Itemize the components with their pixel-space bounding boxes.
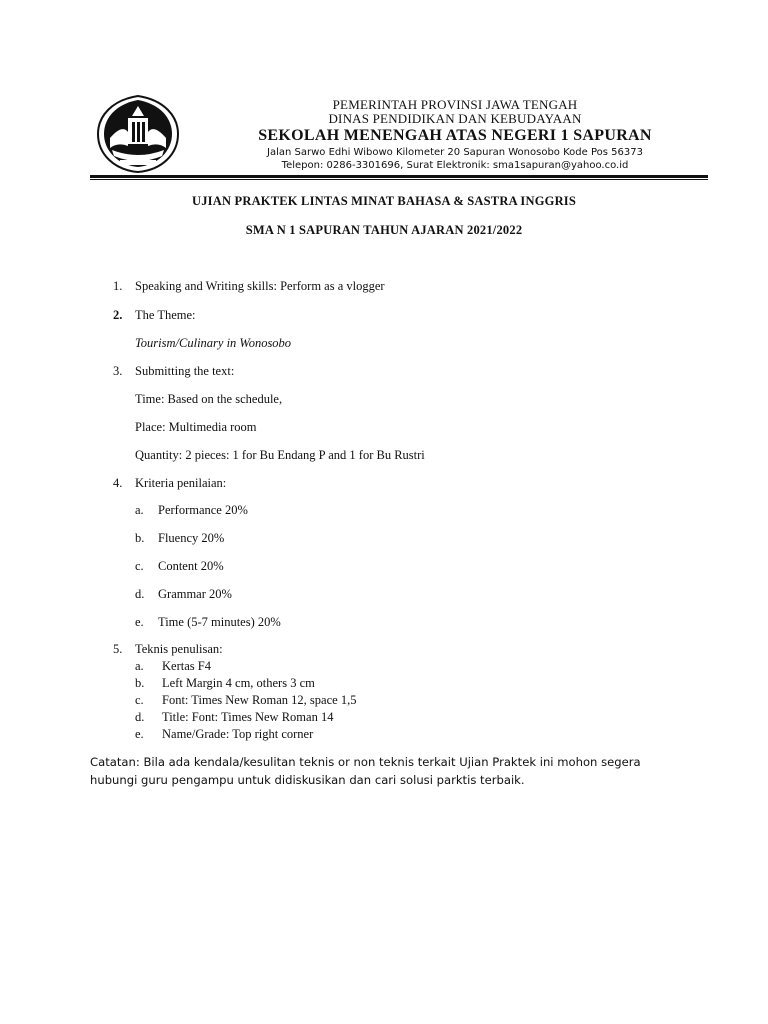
criteria-letter: d. [135, 587, 145, 601]
criteria-letter: e. [135, 615, 144, 629]
central-java-emblem-icon [92, 94, 184, 174]
criteria-letter: a. [135, 503, 144, 517]
criteria-item: Fluency 20% [158, 531, 225, 545]
item-number: 1. [113, 279, 123, 293]
writing-rule-letter: b. [135, 676, 145, 690]
letterhead-school-name: SEKOLAH MENENGAH ATAS NEGERI 1 SAPURAN [258, 127, 652, 144]
writing-rule-letter: d. [135, 710, 145, 724]
letterhead-department: DINAS PENDIDIKAN DAN KEBUDAYAAN [328, 111, 582, 126]
writing-rule-letter: e. [135, 727, 144, 741]
criteria-item: Content 20% [158, 559, 224, 573]
item-text: Kriteria penilaian: [135, 476, 227, 490]
writing-rule: Left Margin 4 cm, others 3 cm [162, 676, 315, 690]
criteria-letter: b. [135, 531, 145, 545]
document-title: UJIAN PRAKTEK LINTAS MINAT BAHASA & SASTRA INGGRIS [191, 194, 577, 208]
item-text: Submitting the text: [135, 364, 235, 378]
submission-place: Place: Multimedia room [135, 420, 257, 434]
item-number: 4. [113, 476, 123, 490]
item-text: The Theme: [135, 308, 196, 322]
letterhead-divider-thin [90, 179, 708, 180]
letterhead-address: Jalan Sarwo Edhi Wibowo Kilometer 20 Sapuran Wonosobo Kode Pos 56373 [267, 147, 643, 158]
document-subtitle: SMA N 1 SAPURAN TAHUN AJARAN 2021/2022 [245, 223, 523, 237]
writing-rule: Title: Font: Times New Roman 14 [162, 710, 334, 724]
letterhead-contact: Telepon: 0286-3301696, Surat Elektronik: sma1sapuran@yahoo.co.id [281, 160, 629, 171]
criteria-letter: c. [135, 559, 144, 573]
writing-rule: Name/Grade: Top right corner [162, 727, 314, 741]
item-number: 3. [113, 364, 123, 378]
submission-time: Time: Based on the schedule, [135, 392, 283, 406]
item-number: 2. [113, 308, 123, 322]
note-paragraph: Catatan: Bila ada kendala/kesulitan teknis or non teknis terkait Ujian Praktek ini mohon segera hubungi guru pengampu untuk didiskusikan dan cari solusi parktis terbaik. [90, 755, 641, 787]
submission-quantity: Quantity: 2 pieces: 1 for Bu Endang P and 1 for Bu Rustri [135, 448, 425, 462]
item-text: Teknis penulisan: [135, 642, 223, 656]
letterhead [200, 98, 710, 172]
criteria-item: Performance 20% [158, 503, 248, 517]
item-text: Speaking and Writing skills: Perform as a vlogger [135, 279, 385, 293]
writing-rule: Kertas F4 [162, 659, 211, 673]
writing-rule: Font: Times New Roman 12, space 1,5 [162, 693, 357, 707]
writing-rule-letter: a. [135, 659, 144, 673]
theme-text: Tourism/Culinary in Wonosobo [135, 336, 292, 350]
letterhead-divider [90, 175, 708, 178]
criteria-item: Grammar 20% [158, 587, 232, 601]
letterhead-government: PEMERINTAH PROVINSI JAWA TENGAH [332, 97, 578, 112]
criteria-item: Time (5-7 minutes) 20% [158, 615, 281, 629]
writing-rule-letter: c. [135, 693, 144, 707]
item-number: 5. [113, 642, 123, 656]
